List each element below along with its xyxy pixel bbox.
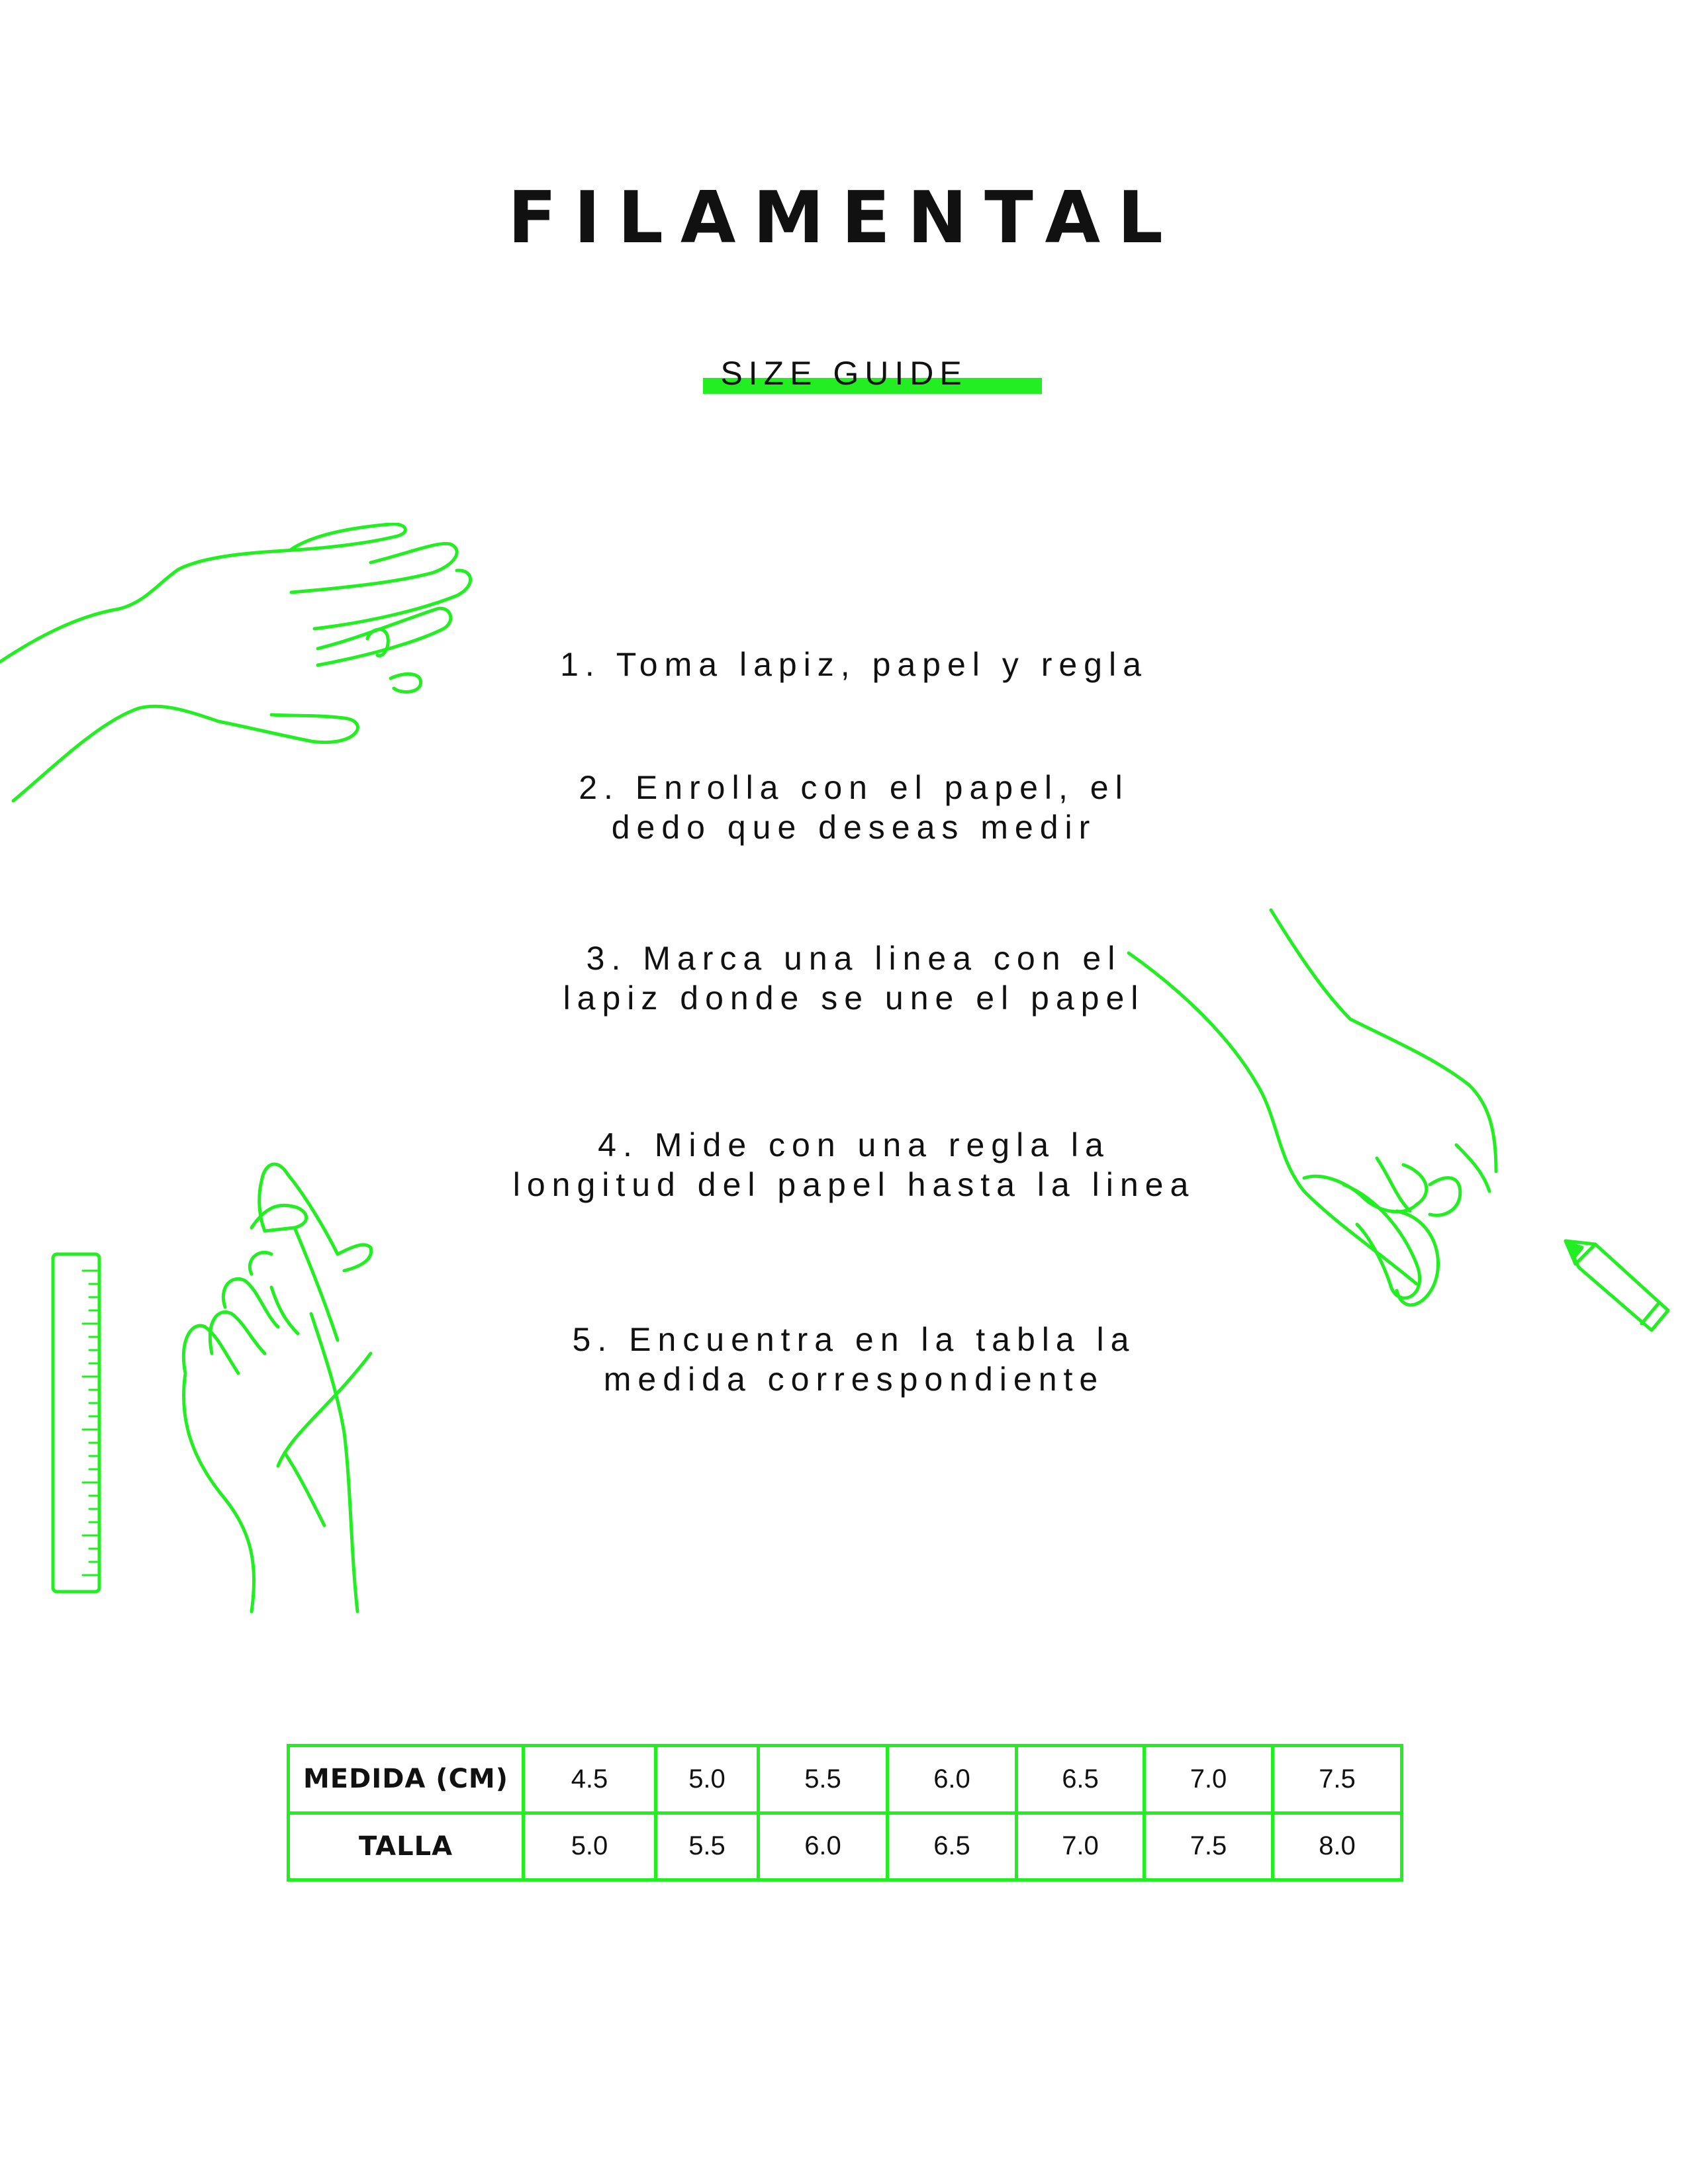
table-cell: 6.0 (759, 1813, 888, 1880)
table-cell: 7.5 (1145, 1813, 1273, 1880)
step-5-line-2: medida correspondiente (603, 1361, 1105, 1398)
table-cell: 7.5 (1273, 1746, 1402, 1813)
table-cell: 7.0 (1145, 1746, 1273, 1813)
step-2-line-1: 2. Enrolla con el papel, el (579, 769, 1129, 806)
size-guide-subtitle: SIZE GUIDE (720, 355, 968, 392)
step-3-line-1: 3. Marca una linea con el (586, 940, 1122, 977)
step-5 (463, 1320, 1244, 1399)
step-1 (463, 645, 1244, 684)
table-row-talla (289, 1813, 1402, 1880)
table-cell: 5.0 (656, 1746, 759, 1813)
brand-title: FILAMENTAL (508, 177, 1180, 259)
step-2-line-2: dedo que deseas medir (611, 809, 1097, 846)
table-cell: 8.0 (1273, 1813, 1402, 1880)
table-cell: 5.5 (656, 1813, 759, 1880)
hand-measuring-finger-icon (165, 1155, 391, 1618)
step-3-line-2: lapiz donde se une el papel (563, 979, 1145, 1017)
row-header-medida: MEDIDA (CM) (289, 1746, 524, 1813)
hand-with-ring-icon (0, 523, 490, 814)
table-cell: 5.5 (759, 1746, 888, 1813)
table-cell: 6.5 (1017, 1746, 1145, 1813)
size-table (287, 1744, 1403, 1882)
step-2 (463, 768, 1244, 847)
step-3 (463, 938, 1244, 1018)
step-1-line-1: 1. Toma lapiz, papel y regla (560, 646, 1148, 683)
table-row-medida (289, 1746, 1402, 1813)
table-cell: 5.0 (524, 1813, 656, 1880)
table-cell: 4.5 (524, 1746, 656, 1813)
row-header-talla: TALLA (289, 1813, 524, 1880)
table-cell: 6.0 (888, 1746, 1017, 1813)
step-4 (463, 1125, 1244, 1205)
step-4-line-1: 4. Mide con una regla la (598, 1126, 1110, 1163)
table-cell: 6.5 (888, 1813, 1017, 1880)
step-4-line-2: longitud del papel hasta la linea (512, 1166, 1196, 1203)
table-cell: 7.0 (1017, 1813, 1145, 1880)
ruler-icon (50, 1251, 103, 1595)
pencil-icon (1562, 1238, 1681, 1350)
step-5-line-1: 5. Encuentra en la tabla la (572, 1321, 1136, 1358)
